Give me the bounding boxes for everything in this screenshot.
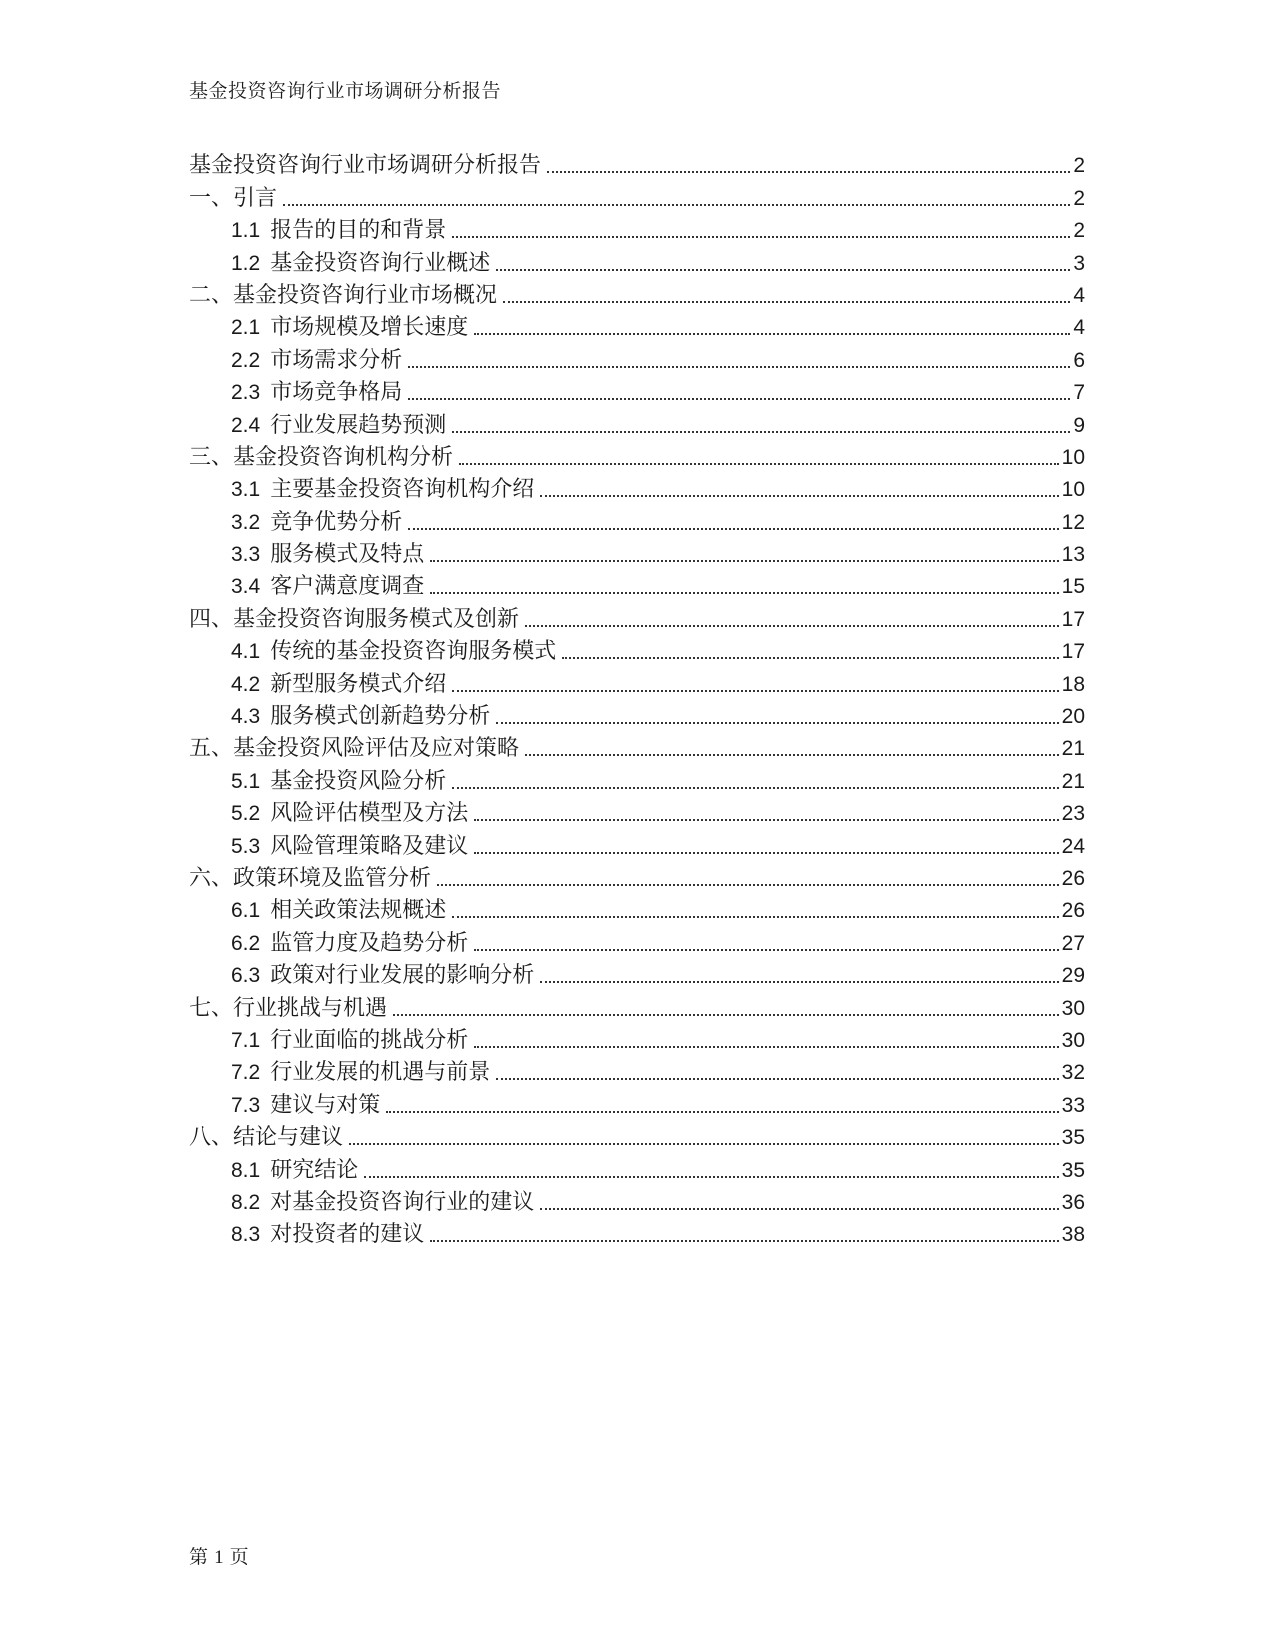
toc-entry-number: 8.2 (231, 1190, 261, 1214)
toc-entry-page-number: 17 (1061, 607, 1085, 631)
toc-entry[interactable] (189, 992, 1085, 1024)
toc-dot-leader (525, 625, 1059, 627)
toc-entry-title: 七、行业挑战与机遇 (189, 995, 388, 1021)
toc-entry[interactable] (189, 247, 1085, 279)
toc-entry-label (231, 539, 424, 571)
toc-entry[interactable] (189, 1187, 1085, 1219)
toc-entry[interactable] (189, 701, 1085, 733)
toc-entry-title: 三、基金投资咨询机构分析 (189, 444, 454, 470)
toc-entry-title: 服务模式创新趋势分析 (270, 704, 491, 730)
toc-dot-leader (430, 560, 1058, 562)
toc-entry[interactable] (189, 506, 1085, 538)
toc-entry[interactable] (189, 603, 1085, 635)
toc-dot-leader (364, 1176, 1058, 1178)
toc-entry-label (189, 863, 431, 895)
toc-entry-label (231, 1090, 380, 1122)
toc-entry-number: 3.1 (231, 478, 261, 502)
toc-dot-leader (547, 171, 1070, 173)
toc-entry-page-number: 6 (1073, 348, 1085, 372)
toc-entry-label (189, 733, 519, 765)
toc-entry-title: 竞争优势分析 (270, 509, 403, 535)
toc-dot-leader (503, 301, 1070, 303)
toc-entry-label (231, 571, 424, 603)
toc-entry[interactable] (189, 474, 1085, 506)
toc-entry-number: 1.1 (231, 219, 261, 243)
toc-entry-label (231, 215, 446, 247)
toc-entry[interactable] (189, 1219, 1085, 1251)
toc-entry-title: 行业面临的挑战分析 (270, 1027, 469, 1053)
toc-entry-title: 相关政策法规概述 (270, 898, 447, 924)
toc-dot-leader (496, 269, 1070, 271)
toc-entry-page-number: 32 (1061, 1061, 1085, 1085)
toc-entry[interactable] (189, 442, 1085, 474)
toc-entry-title: 监管力度及趋势分析 (270, 930, 469, 956)
toc-entry-label (189, 604, 519, 636)
toc-entry-number: 2.4 (231, 413, 261, 437)
toc-entry-number: 2.1 (231, 316, 261, 340)
toc-dot-leader (540, 981, 1058, 983)
toc-entry-page-number: 36 (1061, 1190, 1085, 1214)
toc-dot-leader (459, 463, 1059, 465)
toc-dot-leader (474, 852, 1058, 854)
table-of-contents (189, 150, 1085, 1251)
toc-entry-label (231, 410, 446, 442)
toc-entry-number: 1.2 (231, 251, 261, 275)
toc-entry-label (231, 1025, 468, 1057)
toc-entry-number: 6.3 (231, 964, 261, 988)
toc-entry-label (231, 798, 468, 830)
toc-entry-page-number: 4 (1073, 316, 1085, 340)
toc-entry-title: 行业发展趋势预测 (270, 412, 447, 438)
toc-dot-leader (430, 1240, 1058, 1242)
toc-entry-number: 5.1 (231, 769, 261, 793)
toc-entry-page-number: 4 (1073, 283, 1085, 307)
toc-entry-label (231, 1057, 490, 1089)
toc-dot-leader (452, 787, 1058, 789)
toc-dot-leader (452, 916, 1058, 918)
toc-entry-title: 六、政策环境及监管分析 (189, 865, 432, 891)
footer-prefix: 第 (189, 1546, 209, 1568)
toc-dot-leader (474, 1046, 1058, 1048)
toc-entry-title: 二、基金投资咨询行业市场概况 (189, 282, 498, 308)
toc-entry-page-number: 2 (1073, 154, 1085, 178)
toc-entry-title: 新型服务模式介绍 (270, 671, 447, 697)
toc-dot-leader (452, 236, 1070, 238)
toc-entry-title: 一、引言 (189, 185, 278, 211)
toc-entry-label (231, 960, 534, 992)
toc-entry[interactable] (189, 733, 1085, 765)
toc-entry-page-number: 20 (1061, 705, 1085, 729)
toc-entry[interactable] (189, 798, 1085, 830)
toc-dot-leader (408, 398, 1070, 400)
toc-entry-label (189, 442, 453, 474)
toc-entry-page-number: 12 (1061, 510, 1085, 534)
toc-entry[interactable] (189, 1057, 1085, 1089)
toc-entry-label (231, 377, 402, 409)
toc-entry-number: 2.2 (231, 348, 261, 372)
toc-entry[interactable] (189, 765, 1085, 797)
toc-entry[interactable] (189, 863, 1085, 895)
toc-entry-page-number: 33 (1061, 1093, 1085, 1117)
toc-entry-number: 7.2 (231, 1061, 261, 1085)
toc-entry-label (231, 474, 534, 506)
toc-entry-label (231, 312, 468, 344)
toc-entry-number: 4.3 (231, 705, 261, 729)
toc-entry-number: 4.1 (231, 640, 261, 664)
toc-entry[interactable] (189, 312, 1085, 344)
toc-entry-number: 5.3 (231, 834, 261, 858)
toc-entry-page-number: 18 (1061, 672, 1085, 696)
footer-suffix: 页 (229, 1546, 249, 1568)
toc-entry[interactable] (189, 960, 1085, 992)
toc-dot-leader (349, 1143, 1059, 1145)
toc-entry-label (231, 248, 490, 280)
toc-entry[interactable] (189, 668, 1085, 700)
toc-dot-leader (474, 333, 1070, 335)
toc-entry-number: 5.2 (231, 802, 261, 826)
toc-entry-page-number: 35 (1061, 1126, 1085, 1150)
toc-entry-page-number: 2 (1073, 186, 1085, 210)
toc-entry-page-number: 3 (1073, 251, 1085, 275)
toc-dot-leader (452, 431, 1070, 433)
toc-entry-label (231, 701, 490, 733)
toc-entry-title: 客户满意度调查 (270, 574, 425, 600)
toc-entry-number: 3.3 (231, 543, 261, 567)
toc-entry-label (231, 1219, 424, 1251)
toc-dot-leader (408, 366, 1070, 368)
toc-dot-leader (437, 884, 1059, 886)
toc-entry[interactable] (189, 1025, 1085, 1057)
toc-dot-leader (283, 204, 1070, 206)
toc-entry-title: 传统的基金投资咨询服务模式 (270, 639, 557, 665)
toc-entry-label (189, 993, 387, 1025)
toc-dot-leader (408, 528, 1058, 530)
toc-entry-label (231, 636, 556, 668)
toc-entry-title: 报告的目的和背景 (270, 218, 447, 244)
toc-entry[interactable] (189, 895, 1085, 927)
toc-entry-title: 市场规模及增长速度 (270, 315, 469, 341)
toc-entry-page-number: 21 (1061, 769, 1085, 793)
toc-entry-label (231, 669, 446, 701)
toc-dot-leader (540, 495, 1058, 497)
toc-entry-page-number: 29 (1061, 964, 1085, 988)
toc-entry-page-number: 15 (1061, 575, 1085, 599)
toc-entry[interactable] (189, 1154, 1085, 1186)
toc-entry[interactable] (189, 1122, 1085, 1154)
toc-entry-title: 市场需求分析 (270, 347, 403, 373)
toc-entry[interactable] (189, 150, 1085, 182)
toc-entry-page-number: 26 (1061, 866, 1085, 890)
toc-dot-leader (386, 1111, 1058, 1113)
toc-entry-number: 8.1 (231, 1158, 261, 1182)
toc-entry[interactable] (189, 182, 1085, 214)
toc-dot-leader (525, 754, 1059, 756)
toc-entry-page-number: 21 (1061, 737, 1085, 761)
toc-entry-page-number: 2 (1073, 219, 1085, 243)
toc-entry-title: 对基金投资咨询行业的建议 (270, 1189, 535, 1215)
toc-entry-title: 市场竞争格局 (270, 380, 403, 406)
toc-entry-number: 3.4 (231, 575, 261, 599)
toc-entry-label (231, 345, 402, 377)
toc-entry-label (189, 1122, 343, 1154)
toc-entry-title: 行业发展的机遇与前景 (270, 1060, 491, 1086)
toc-entry-title: 研究结论 (270, 1157, 359, 1183)
toc-entry-page-number: 9 (1073, 413, 1085, 437)
toc-dot-leader (452, 690, 1058, 692)
toc-entry-title: 四、基金投资咨询服务模式及创新 (189, 606, 520, 632)
toc-entry[interactable] (189, 1089, 1085, 1121)
toc-entry-number: 7.1 (231, 1028, 261, 1052)
toc-entry-page-number: 26 (1061, 899, 1085, 923)
toc-entry-label (231, 1155, 358, 1187)
toc-entry[interactable] (189, 830, 1085, 862)
toc-entry-page-number: 38 (1061, 1223, 1085, 1247)
toc-entry-label (231, 1187, 534, 1219)
toc-entry-label (189, 150, 541, 182)
toc-entry[interactable] (189, 927, 1085, 959)
toc-entry-label (189, 280, 497, 312)
toc-dot-leader (393, 1014, 1059, 1016)
toc-entry-number: 4.2 (231, 672, 261, 696)
toc-entry-title: 基金投资咨询行业概述 (270, 250, 491, 276)
toc-entry-page-number: 13 (1061, 543, 1085, 567)
toc-entry[interactable] (189, 280, 1085, 312)
toc-dot-leader (474, 819, 1058, 821)
toc-entry-page-number: 27 (1061, 931, 1085, 955)
toc-entry-number: 6.2 (231, 931, 261, 955)
toc-entry-page-number: 23 (1061, 802, 1085, 826)
toc-entry-page-number: 35 (1061, 1158, 1085, 1182)
toc-entry-page-number: 10 (1061, 478, 1085, 502)
toc-entry-title: 基金投资风险分析 (270, 768, 447, 794)
toc-entry-label (231, 507, 402, 539)
toc-entry-page-number: 24 (1061, 834, 1085, 858)
toc-entry-number: 3.2 (231, 510, 261, 534)
toc-entry-label (231, 895, 446, 927)
toc-entry-page-number: 30 (1061, 1028, 1085, 1052)
toc-entry-page-number: 7 (1073, 381, 1085, 405)
toc-entry-page-number: 10 (1061, 445, 1085, 469)
toc-entry[interactable] (189, 344, 1085, 376)
toc-entry[interactable] (189, 215, 1085, 247)
footer-page-number: 1 (214, 1547, 224, 1568)
page-footer (189, 1542, 249, 1569)
toc-entry-title: 主要基金投资咨询机构介绍 (270, 477, 535, 503)
toc-entry-title: 服务模式及特点 (270, 542, 425, 568)
toc-entry-number: 7.3 (231, 1093, 261, 1117)
toc-entry-number: 2.3 (231, 381, 261, 405)
toc-dot-leader (496, 1078, 1058, 1080)
toc-entry[interactable] (189, 571, 1085, 603)
toc-entry-page-number: 17 (1061, 640, 1085, 664)
header-title: 基金投资咨询行业市场调研分析报告 (189, 80, 502, 102)
toc-dot-leader (496, 722, 1058, 724)
toc-entry[interactable] (189, 377, 1085, 409)
toc-dot-leader (562, 657, 1058, 659)
toc-dot-leader (540, 1208, 1058, 1210)
toc-entry[interactable] (189, 636, 1085, 668)
toc-entry-title: 风险管理策略及建议 (270, 833, 469, 859)
toc-entry-number: 6.1 (231, 899, 261, 923)
toc-entry-label (231, 831, 468, 863)
toc-entry-title: 对投资者的建议 (270, 1222, 425, 1248)
toc-entry-page-number: 30 (1061, 996, 1085, 1020)
toc-dot-leader (430, 592, 1058, 594)
page-header (189, 76, 501, 103)
toc-dot-leader (474, 949, 1058, 951)
toc-entry[interactable] (189, 409, 1085, 441)
toc-entry-title: 五、基金投资风险评估及应对策略 (189, 736, 520, 762)
toc-entry[interactable] (189, 539, 1085, 571)
toc-entry-label (231, 766, 446, 798)
toc-entry-title: 建议与对策 (270, 1092, 381, 1118)
toc-entry-title: 政策对行业发展的影响分析 (270, 963, 535, 989)
toc-entry-label (189, 183, 277, 215)
toc-entry-label (231, 928, 468, 960)
toc-entry-number: 8.3 (231, 1223, 261, 1247)
toc-entry-title: 八、结论与建议 (189, 1125, 344, 1151)
toc-entry-title: 风险评估模型及方法 (270, 801, 469, 827)
toc-entry-title: 基金投资咨询行业市场调研分析报告 (189, 153, 542, 179)
